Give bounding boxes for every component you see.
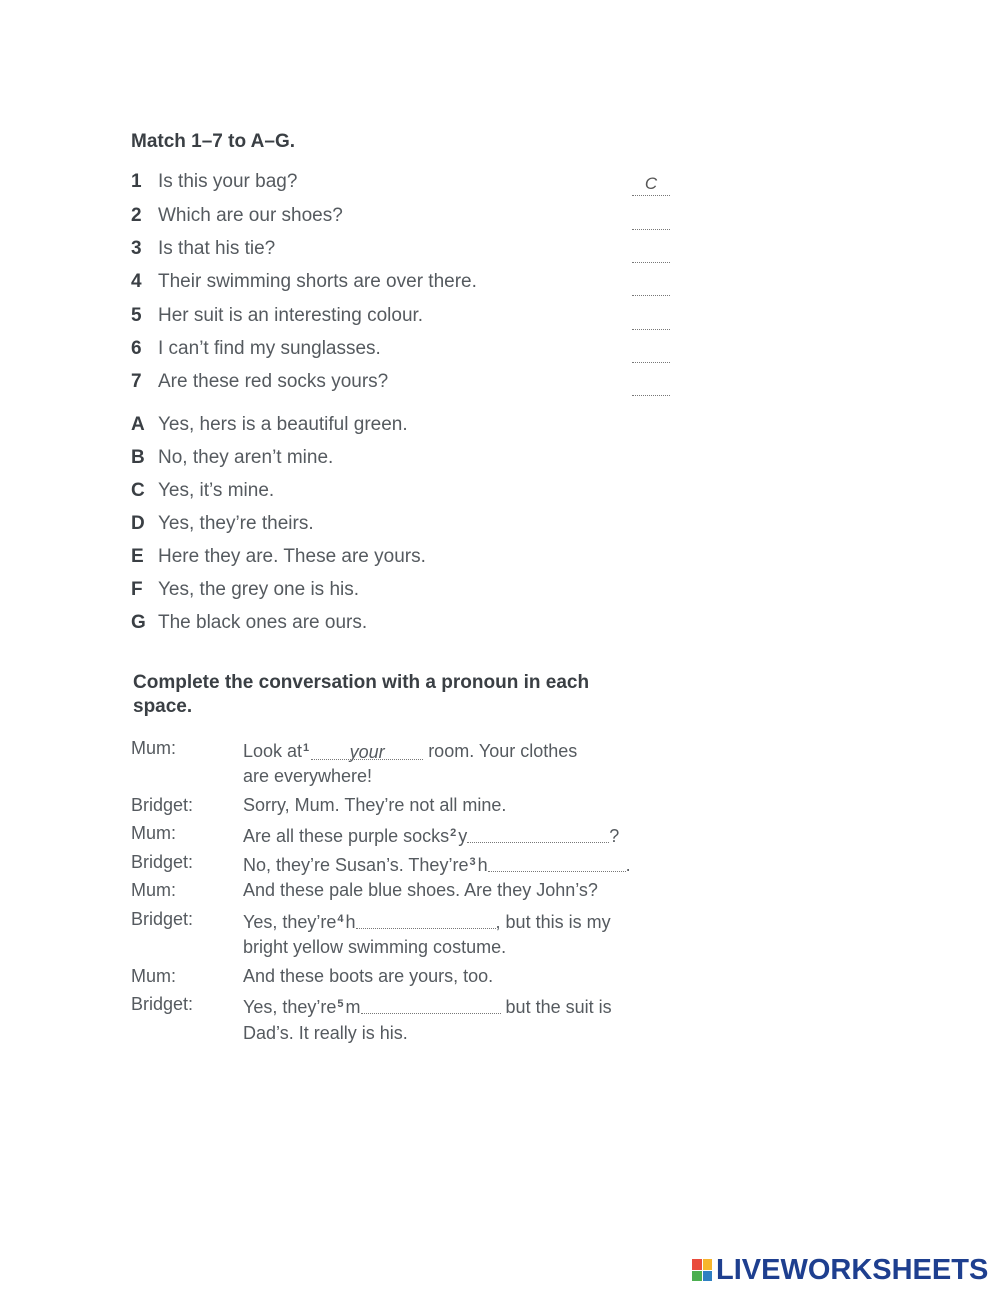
line-text: but the suit is	[505, 997, 612, 1017]
gap-prefix: h	[477, 855, 488, 875]
option-letter: D	[131, 513, 145, 534]
question-number: 6	[131, 338, 142, 359]
line-text: And these pale blue shoes. Are they John’s?	[243, 880, 598, 900]
answer-field[interactable]	[632, 275, 670, 296]
gap-number: 3	[469, 856, 476, 868]
conversation-heading-line: Complete the conversation with a pronoun in each	[133, 672, 590, 693]
question-text: Which are our shoes?	[158, 205, 343, 226]
line-text: bright yellow swimming costume.	[243, 937, 507, 957]
question-text: I can’t find my sunglasses.	[158, 338, 381, 359]
option-row	[131, 480, 274, 502]
option-text: Yes, they’re theirs.	[158, 513, 314, 534]
speaker-name: Mum:	[131, 738, 176, 758]
question-text: Are these red socks yours?	[158, 371, 389, 392]
answer-field[interactable]	[632, 242, 670, 263]
line-text: Sorry, Mum. They’re not all mine.	[243, 795, 507, 815]
line-text: Yes, they’re	[243, 997, 337, 1017]
question-text: Is that his tie?	[158, 238, 276, 259]
question-number: 2	[131, 205, 142, 226]
question-row	[131, 371, 676, 401]
question-row	[131, 271, 676, 301]
option-letter: B	[131, 447, 145, 468]
option-row	[131, 579, 359, 601]
question-text: Her suit is an interesting colour.	[158, 305, 424, 326]
gap-field-2[interactable]	[467, 824, 609, 843]
answer-field[interactable]	[632, 209, 670, 230]
line-text: .	[625, 855, 631, 875]
speaker-name: Bridget:	[131, 909, 194, 929]
option-text: Yes, hers is a beautiful green.	[158, 414, 408, 435]
match-heading: Match 1–7 to A–G.	[131, 131, 296, 152]
answer-field[interactable]	[632, 342, 670, 363]
speaker-name: Bridget:	[131, 795, 194, 815]
question-number: 1	[131, 171, 142, 192]
line-text: No, they’re Susan’s. They’re	[243, 855, 469, 875]
gap-prefix: m	[345, 997, 361, 1017]
line-text: are everywhere!	[243, 766, 373, 786]
question-text: Is this your bag?	[158, 171, 298, 192]
question-number: 4	[131, 271, 142, 292]
option-row	[131, 414, 408, 436]
liveworksheets-logo	[692, 1255, 988, 1285]
answer-field[interactable]: C	[632, 175, 670, 196]
logo-icon	[692, 1259, 712, 1281]
line-text: room. Your clothes	[428, 741, 578, 761]
gap-prefix: y	[458, 826, 468, 846]
option-letter: G	[131, 612, 146, 633]
line-text: Dad’s. It really is his.	[243, 1023, 408, 1043]
speaker-name: Bridget:	[131, 994, 194, 1014]
option-row	[131, 447, 333, 469]
question-text: Their swimming shorts are over there.	[158, 271, 477, 292]
gap-field-4[interactable]	[356, 910, 496, 929]
line-text: And these boots are yours, too.	[243, 966, 494, 986]
question-row	[131, 205, 676, 235]
option-row	[131, 546, 426, 568]
option-letter: C	[131, 480, 145, 501]
conversation-heading	[133, 671, 693, 719]
option-letter: E	[131, 546, 144, 567]
gap-number: 1	[303, 742, 310, 754]
question-number: 5	[131, 305, 142, 326]
line-text: Look at	[243, 741, 303, 761]
gap-number: 5	[337, 998, 344, 1010]
logo-text: LIVEWORKSHEETS	[716, 1253, 989, 1286]
option-text: The black ones are ours.	[158, 612, 368, 633]
option-row	[131, 513, 314, 535]
question-row	[131, 171, 676, 201]
question-row	[131, 238, 676, 268]
line-text: ?	[609, 826, 620, 846]
option-row	[131, 612, 367, 634]
question-number: 7	[131, 371, 142, 392]
option-letter: A	[131, 414, 145, 435]
question-row	[131, 338, 676, 368]
option-letter: F	[131, 579, 143, 600]
option-text: Yes, the grey one is his.	[158, 579, 360, 600]
option-text: No, they aren’t mine.	[158, 447, 334, 468]
gap-field-1[interactable]: your	[311, 741, 423, 760]
question-number: 3	[131, 238, 142, 259]
speaker-name: Mum:	[131, 880, 176, 900]
gap-field-5[interactable]	[361, 995, 501, 1014]
gap-prefix: h	[345, 912, 356, 932]
speaker-name: Mum:	[131, 966, 176, 986]
line-text: Are all these purple socks	[243, 826, 450, 846]
question-row	[131, 305, 676, 335]
line-text: Yes, they’re	[243, 912, 337, 932]
conversation-heading-line: space.	[133, 696, 193, 717]
option-text: Here they are. These are yours.	[158, 546, 426, 567]
line-text: , but this is my	[495, 912, 611, 932]
gap-field-3[interactable]	[488, 853, 626, 872]
gap-number: 2	[450, 827, 457, 839]
speaker-name: Bridget:	[131, 852, 194, 872]
gap-number: 4	[337, 913, 344, 925]
answer-field[interactable]	[632, 309, 670, 330]
option-text: Yes, it’s mine.	[158, 480, 275, 501]
speaker-name: Mum:	[131, 823, 176, 843]
answer-field[interactable]	[632, 375, 670, 396]
